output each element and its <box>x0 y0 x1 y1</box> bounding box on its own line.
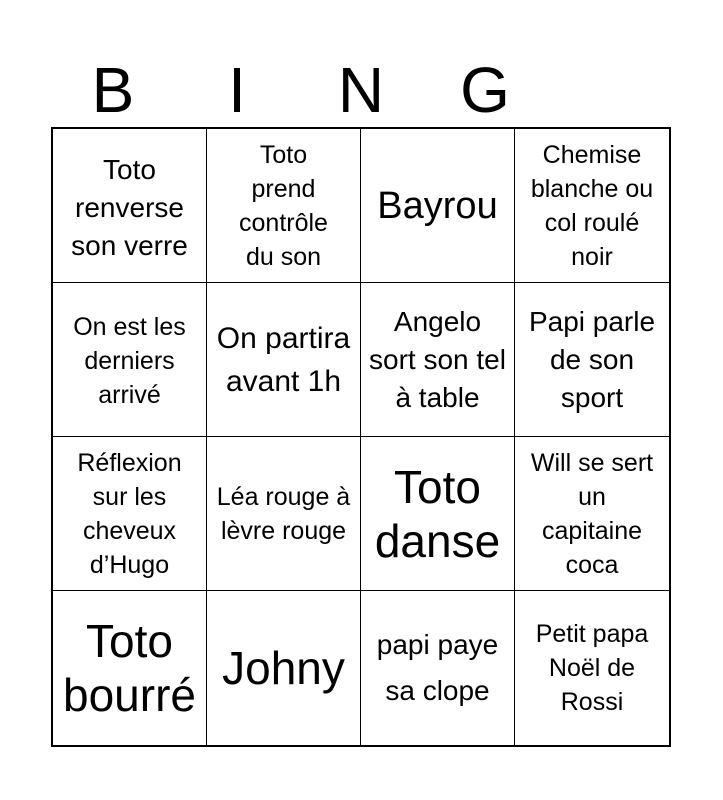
bingo-cell-text: Johny <box>222 642 345 694</box>
bingo-cell-text: Réflexion sur les cheveux d’Hugo <box>77 448 182 579</box>
bingo-cell-text: Will se sert un capitaine coca <box>530 448 654 579</box>
bingo-cell[interactable] <box>53 283 207 437</box>
bingo-cell[interactable] <box>53 437 207 591</box>
bingo-cell-text: Papi parle de son sport <box>528 305 656 413</box>
bingo-cell-text: Toto prend contrôle du son <box>239 140 328 271</box>
bingo-cell[interactable] <box>207 283 361 437</box>
bingo-cell[interactable] <box>207 129 361 283</box>
bingo-cell[interactable] <box>515 437 669 591</box>
bingo-cell-text: Toto bourré <box>63 615 196 721</box>
bingo-cell[interactable] <box>207 437 361 591</box>
bingo-cell[interactable] <box>361 591 515 745</box>
bingo-cell[interactable] <box>361 283 515 437</box>
bingo-cell[interactable] <box>361 437 515 591</box>
bingo-cell[interactable] <box>515 283 669 437</box>
bingo-cell-text: Léa rouge à lèvre rouge <box>216 482 351 545</box>
header-letter-i: I <box>228 54 246 126</box>
bingo-header <box>51 52 671 128</box>
bingo-cell-text: Chemise blanche ou col roulé noir <box>530 140 654 271</box>
bingo-cell[interactable] <box>53 129 207 283</box>
header-letter-b: B <box>91 54 135 126</box>
bingo-cell-text: Bayrou <box>377 184 498 227</box>
header-letter-n: N <box>337 54 385 126</box>
bingo-cell[interactable] <box>53 591 207 745</box>
bingo-cell-text: On est les derniers arrivé <box>73 312 186 409</box>
bingo-cell-text: On partira avant 1h <box>216 321 351 398</box>
bingo-cell-text: Toto danse <box>374 460 501 567</box>
bingo-cell-text: papi paye sa clope <box>376 629 499 706</box>
bingo-board <box>51 127 671 747</box>
bingo-cell[interactable] <box>515 129 669 283</box>
bingo-cell-text: Toto renverse son verre <box>71 153 188 261</box>
header-letter-g: G <box>460 54 510 126</box>
bingo-cell-text: Petit papa Noël de Rossi <box>535 620 649 716</box>
bingo-cell-text: Angelo sort son tel à table <box>369 305 506 413</box>
bingo-cell[interactable] <box>361 129 515 283</box>
bingo-cell[interactable] <box>515 591 669 745</box>
bingo-cell[interactable] <box>207 591 361 745</box>
